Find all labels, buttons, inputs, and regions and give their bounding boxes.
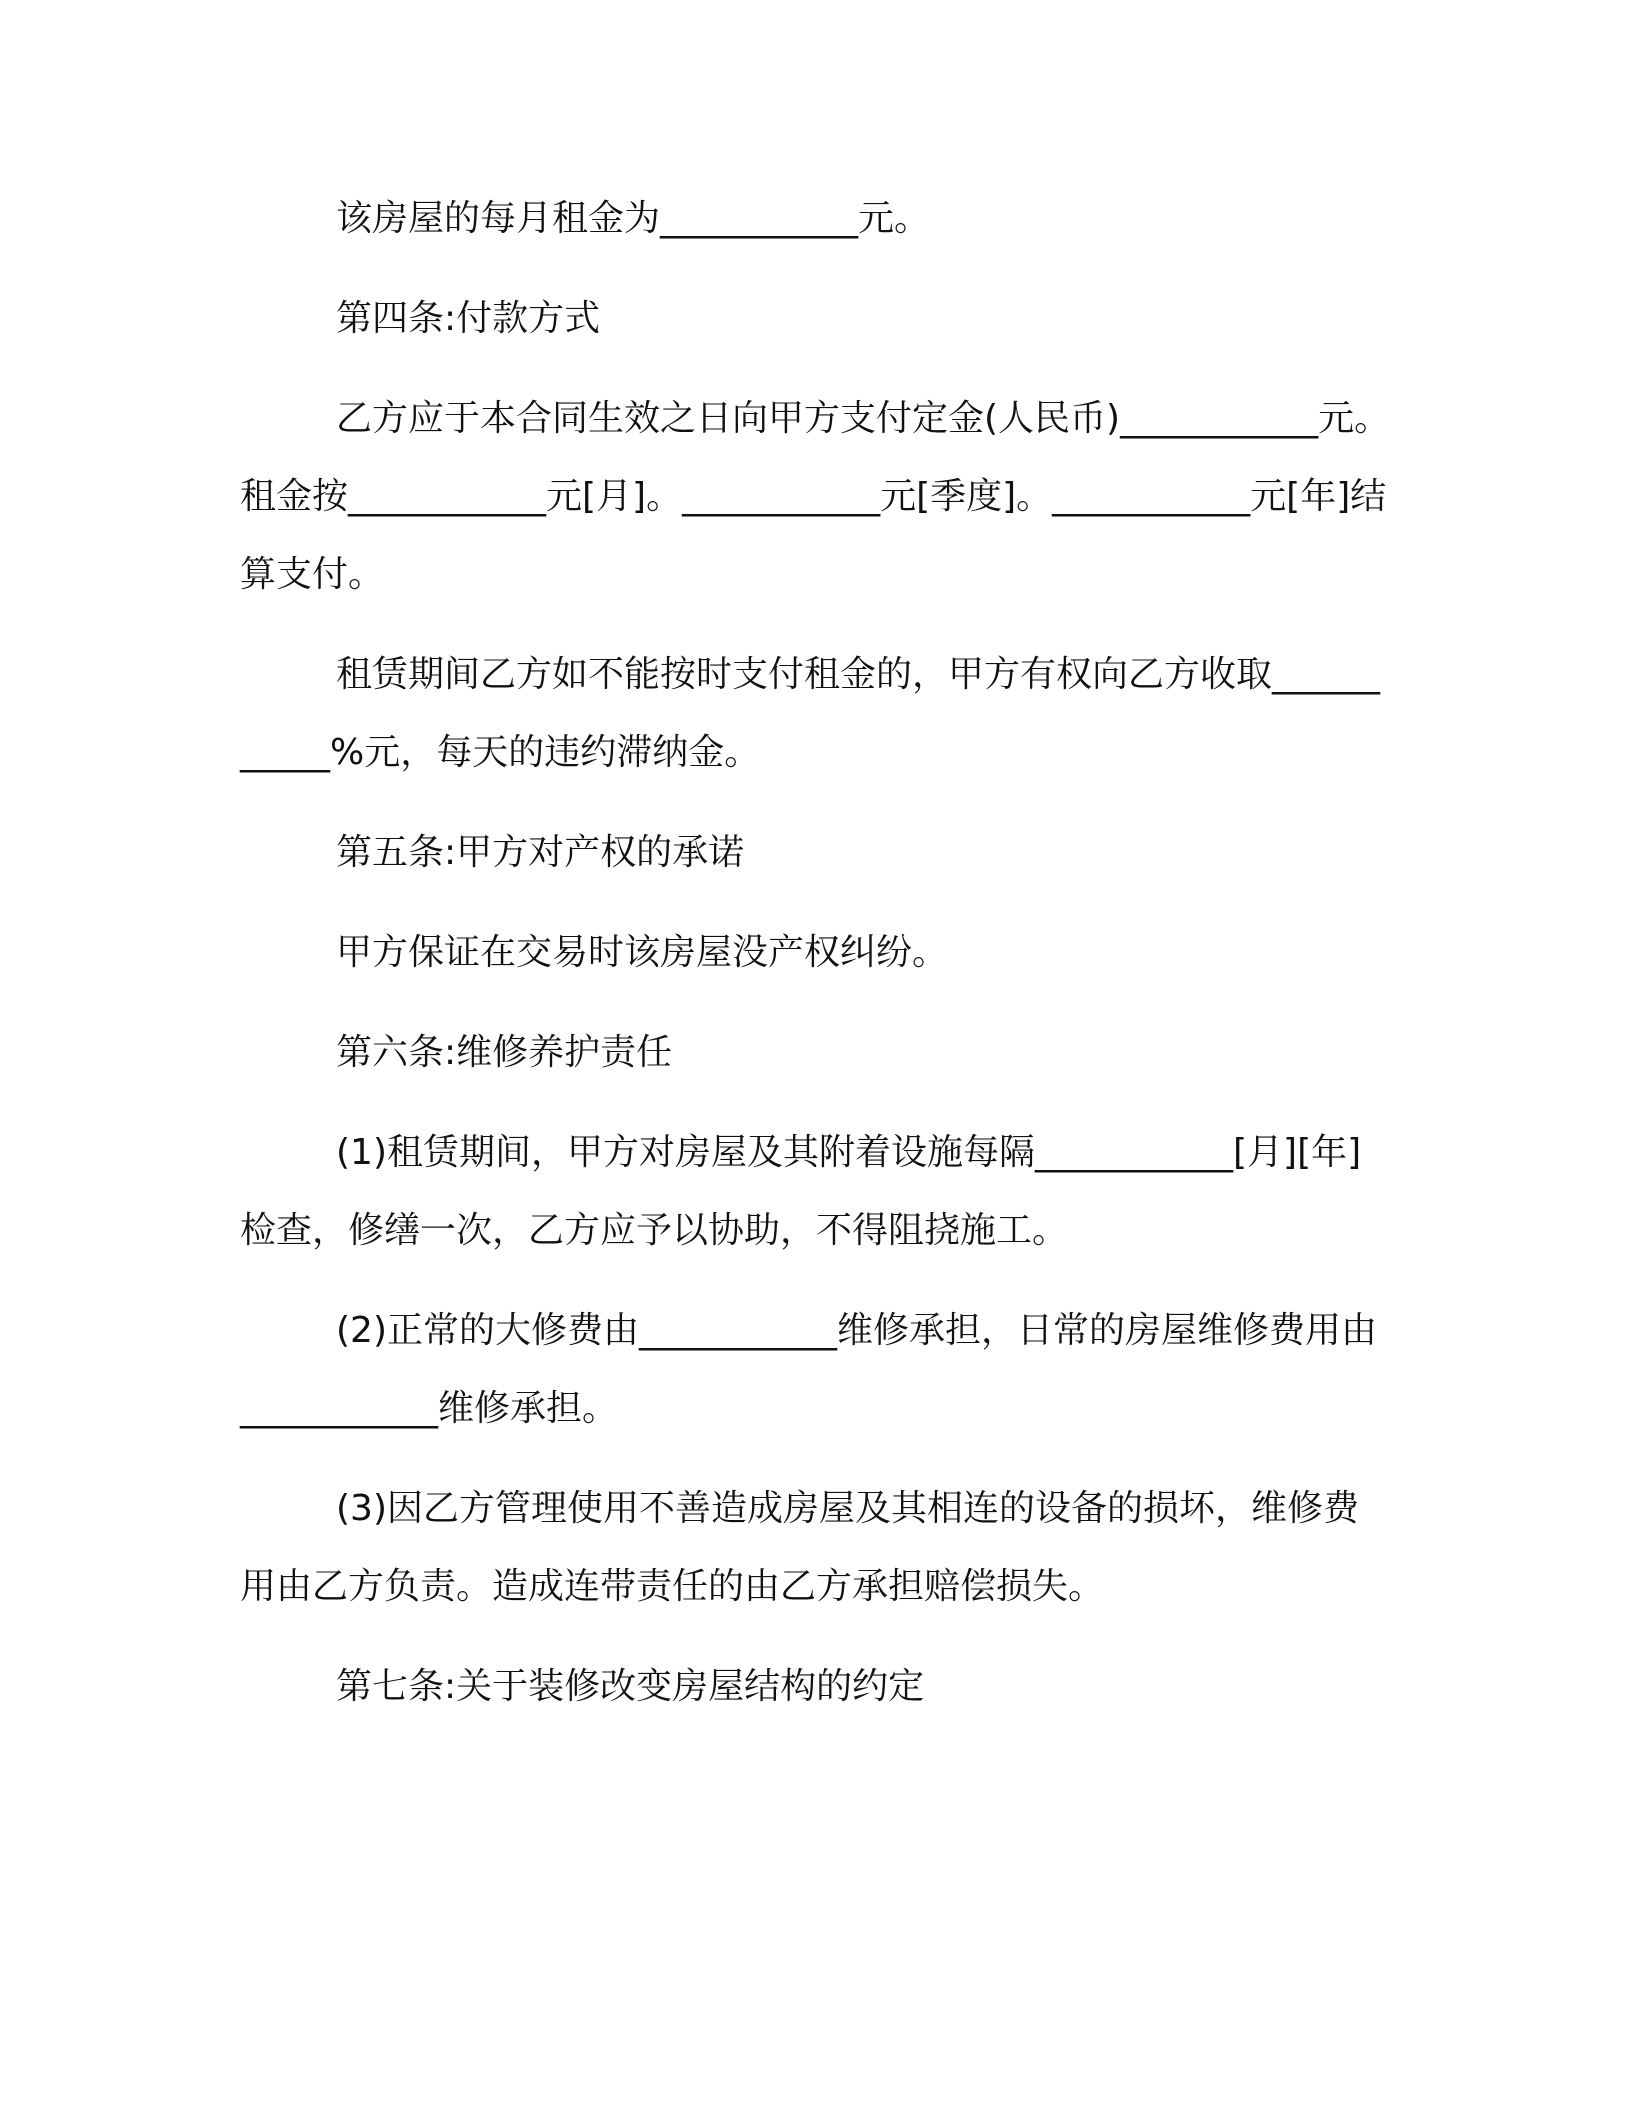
paragraph-maintenance-1: (1)租赁期间，甲方对房屋及其附着设施每隔___________[月][年]检查，修缮一次，乙方应予以协助，不得阻挠施工。: [240, 1132, 1362, 1251]
heading-article-5: 第五条:甲方对产权的承诺: [336, 832, 745, 873]
paragraph-maintenance-3: (3)因乙方管理使用不善造成房屋及其相连的设备的损坏，维修费用由乙方负责。造成连带责任的由乙方承担赔偿损失。: [240, 1488, 1359, 1607]
heading-article-7: 第七条:关于装修改变房屋结构的约定: [336, 1666, 925, 1707]
paragraph-monthly-rent: 该房屋的每月租金为___________元。: [336, 198, 931, 239]
heading-article-4: 第四条:付款方式: [336, 298, 601, 339]
paragraph-property-rights: 甲方保证在交易时该房屋没产权纠纷。: [336, 932, 949, 973]
document-body: [240, 180, 1392, 1748]
paragraph-deposit-payment: 乙方应于本合同生效之日向甲方支付定金(人民币)___________元。租金按___________元[月]。___________元[季度]。___________元[年]结算支付。: [240, 398, 1391, 595]
paragraph-maintenance-2: (2)正常的大修费由___________维修承担，日常的房屋维修费用由___________维修承担。: [240, 1310, 1377, 1429]
paragraph-late-fee: 租赁期间乙方如不能按时支付租金的，甲方有权向乙方收取___________%元，每天的违约滞纳金。: [240, 654, 1381, 773]
heading-article-6: 第六条:维修养护责任: [336, 1032, 673, 1073]
